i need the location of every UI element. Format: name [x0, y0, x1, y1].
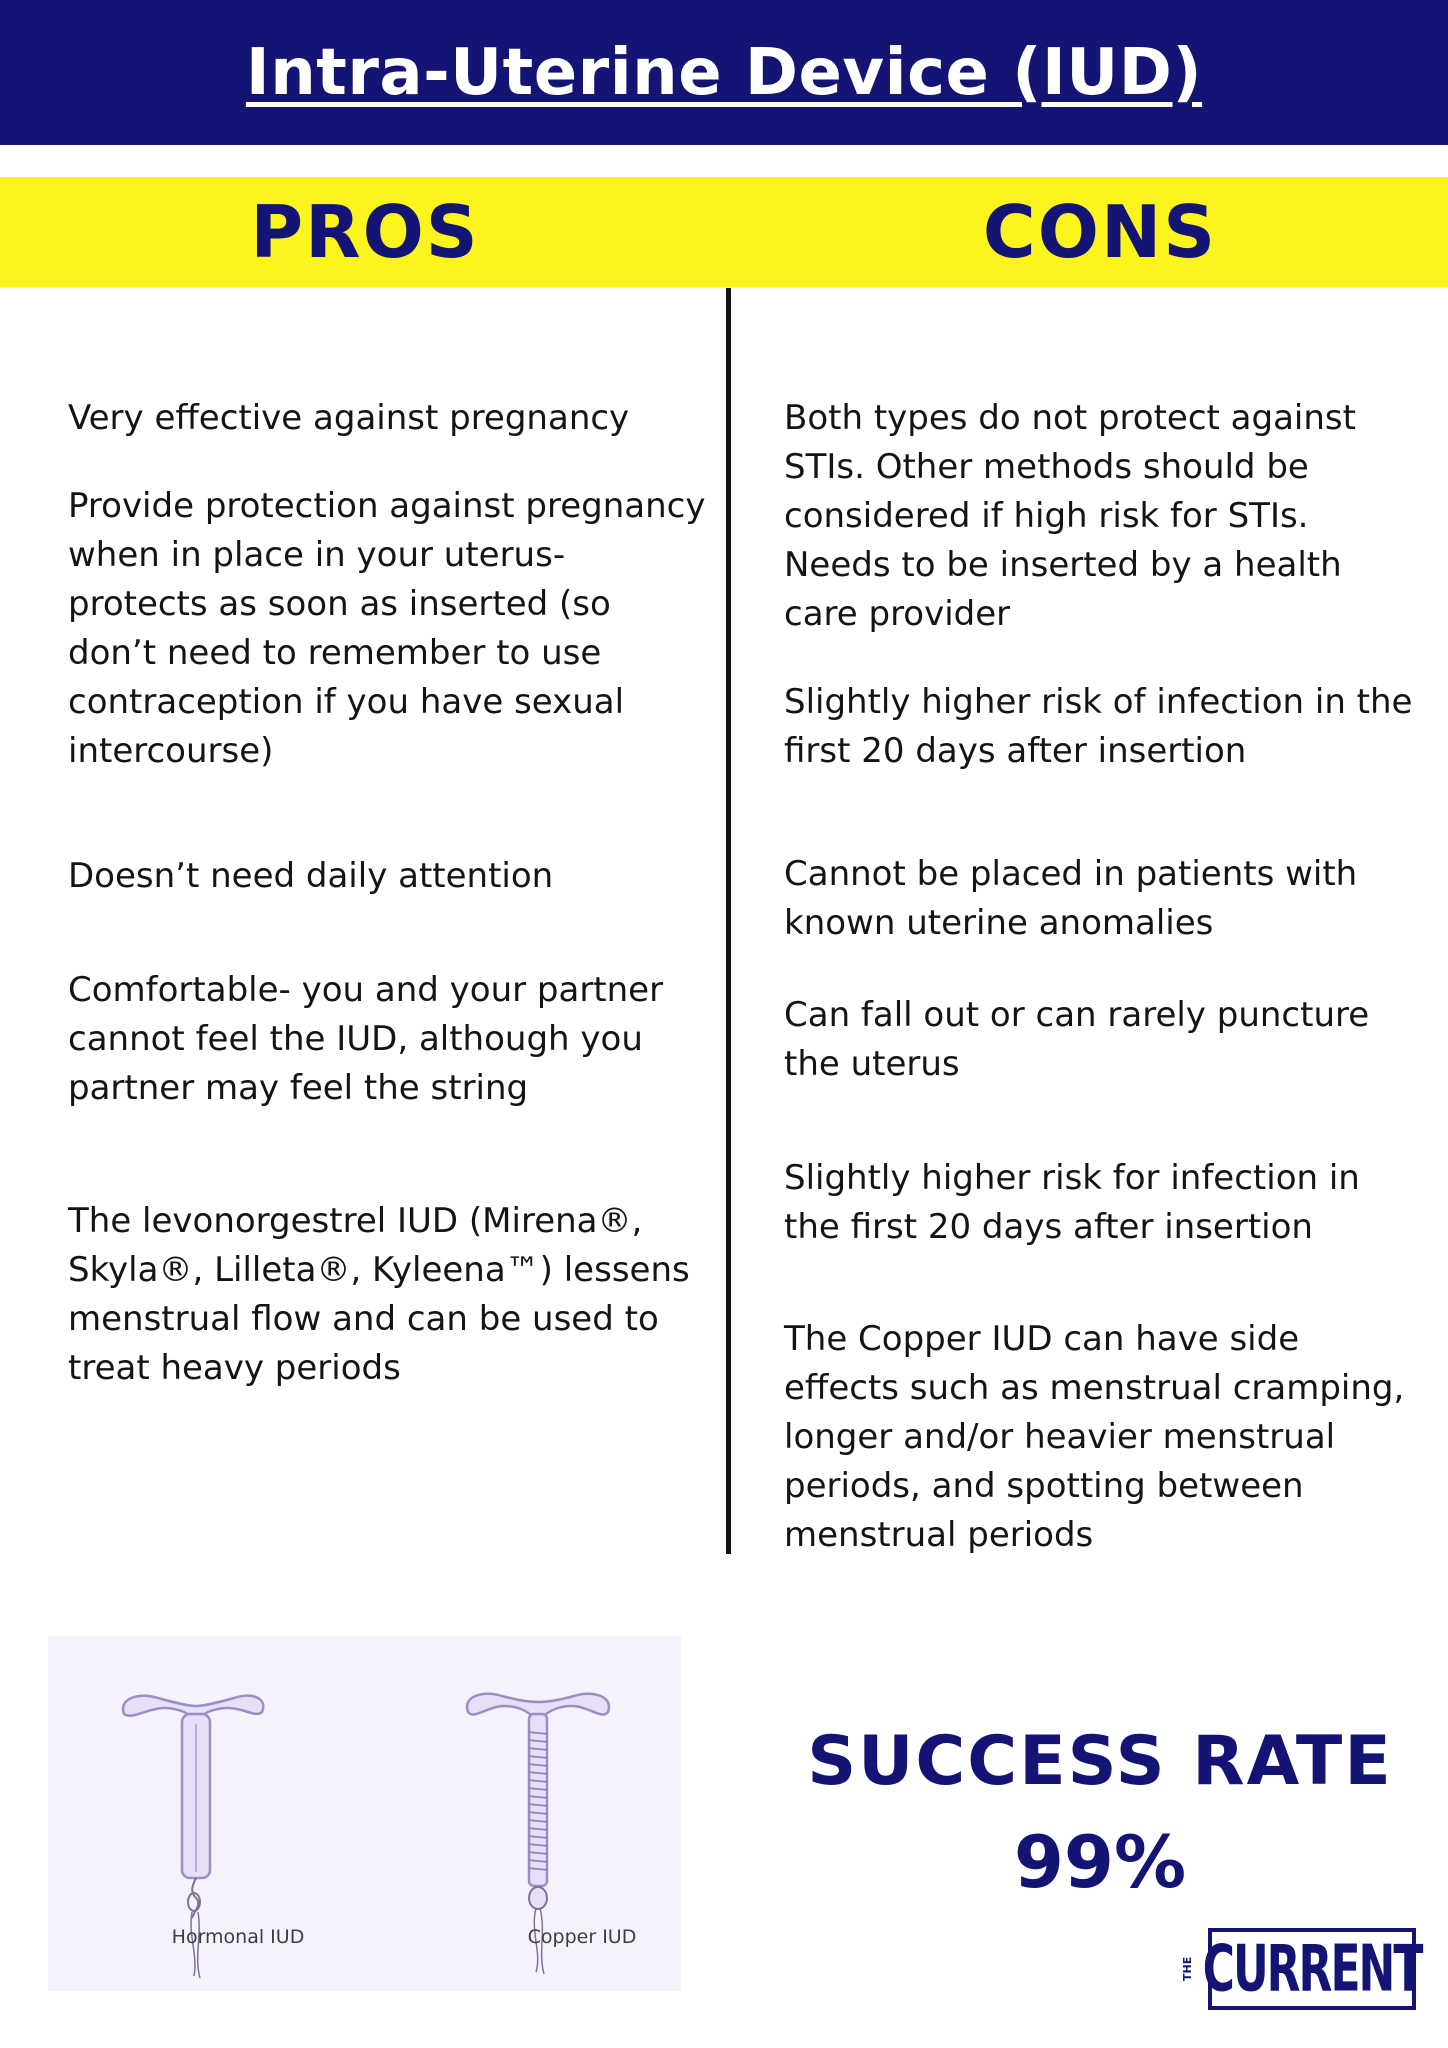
cons-item: Both types do not protect against STIs. Other methods should be considered if high risk for STIs. Needs to be inserted by a health care provider — [784, 398, 1356, 634]
copper-iud-label: Copper IUD — [527, 1926, 637, 1948]
cons-item: Can fall out or can rarely puncture the uterus — [784, 995, 1370, 1084]
pros-item: Doesn’t need daily attention — [68, 856, 554, 896]
logo-box — [1202, 1928, 1422, 2010]
page-title: Intra-Uterine Device (IUD) — [245, 35, 1203, 110]
cons-item: Cannot be placed in patients with known uterine anomalies — [784, 854, 1358, 943]
hormonal-iud-label: Hormonal IUD — [171, 1926, 305, 1948]
pros-item: Comfortable- you and your partner cannot feel the IUD, although you partner may feel the string — [68, 970, 664, 1108]
title-bar — [0, 0, 1448, 145]
cons-item: Slightly higher risk for infection in the first 20 days after insertion — [784, 1158, 1360, 1247]
cons-header: CONS — [982, 190, 1218, 274]
pros-item: Very effective against pregnancy — [68, 398, 630, 438]
cons-item: Slightly higher risk of infection in the first 20 days after insertion — [784, 682, 1413, 771]
logo-prefix: THE — [1181, 1956, 1194, 1982]
column-header-band — [0, 177, 1448, 287]
the-current-logo — [1181, 1928, 1422, 2012]
logo-name: CURRENT — [1202, 1932, 1422, 2006]
pros-item: The levonorgestrel IUD (Mirena®, Skyla®, Lilleta®, Kyleena™) lessens menstrual flow and can be used to treat heavy periods — [68, 1201, 690, 1388]
pros-item: Provide protection against pregnancy when in place in your uterus- protects as soon as inserted (so don’t need to remember to use contraception if you have sexual intercourse) — [68, 486, 706, 771]
iud-illustration — [48, 1636, 681, 1991]
column-divider — [726, 288, 731, 1554]
pros-header: PROS — [250, 190, 480, 274]
success-rate-value: 99% — [1013, 1820, 1187, 1904]
cons-item: The Copper IUD can have side effects such as menstrual cramping, longer and/or heavier menstrual periods, and spotting between menstrual periods — [784, 1319, 1405, 1555]
success-rate-title: SUCCESS RATE — [807, 1722, 1393, 1801]
